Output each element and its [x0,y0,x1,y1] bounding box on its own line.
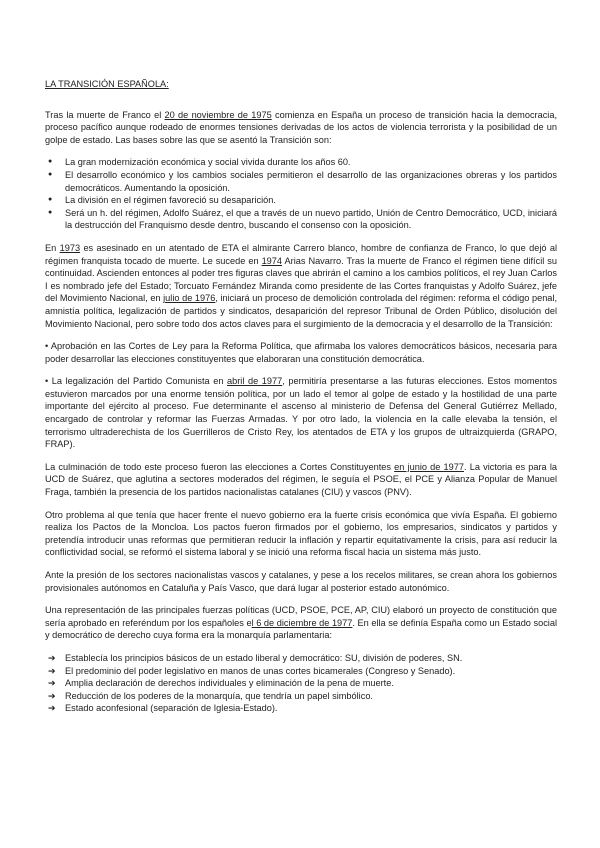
paragraph-reforma-politica: • Aprobación en las Cortes de Ley para la Reforma Política, que afirmaba los valores democráticos básicos, necesaria para poder desarrollar las elecciones constituyentes que elaboraran una constitución democrática. [45,341,557,364]
paragraph-1973: En 1973 es asesinado en un atentado de ETA el almirante Carrero blanco, hombre de confianza de Franco, lo que dejó al régimen franquista tocado de muerte. Le sucede en 1974 Arias Navarro. Tras la muerte de Franco el régimen tiene difícil su continuidad. Ascienden entonces al poder tres figuras claves que abrirán el camino a los cambios políticos, el rey Juan Carlos I es nombrado jefe del Estado; Torcuato Fernández Miranda como presidente de las Cortes franquistas y Adolfo Suárez, jefe del Movimiento Nacional, en julio de 1976, iniciará un proceso de demolición controlada del régimen: reforma el código penal, amnistía política, legalización de partidos y sindicatos, desaparición del represor Tribunal de Orden Público, disolución del Movimiento Nacional, pero sobre todo dos actos claves para el surgimiento de la democracia y el desarrollo de la Transición: [45,242,558,329]
paragraph-moncloa: Otro problema al que tenía que hacer frente el nuevo gobierno era la fuerte crisis económica que vivía España. El gobierno realiza los Pactos de la Moncloa. Los pactos fueron firmados por el gobierno, los empresarios, sindicatos y partidos y pretendía introducir unas reformas que permitieran reducir la inflación y repartir equitativamente la crisis, para así reducir la conflictividad social, se reformó el sistema laboral y se inició una reforma fiscal hacia un sistema más justo. [45,509,557,558]
list-item: ➔ Estado aconfesional (separación de Iglesia-Estado). [45,702,557,715]
list-item: ➔ Establecía los principios básicos de un estado liberal y democrático: SU, división de poderes, SN. [45,652,557,665]
bases-list [45,156,557,232]
intro-paragraph: Tras la muerte de Franco el 20 de noviembre de 1975 comienza en España un proceso de transición hacia la democracia, proceso pacífico aunque rodeado de enormes tensiones derivadas de los actos de violencia terrorista y la posibilidad de un golpe de estado. Las bases sobre las que se asentó la Transición son: [45,109,557,145]
constitution-list [45,652,557,715]
list-item: ● Será un h. del régimen, Adolfo Suárez, el que a través de un nuevo partido, Unión de Centro Democrático, UCD, iniciará la destrucción del Franquismo desde dentro, buscando el consenso con la oposición. [45,207,557,232]
list-item: ➔ Amplia declaración de derechos individuales y eliminación de la pena de muerte. [45,677,557,690]
paragraph-autonomias: Ante la presión de los sectores nacionalistas vascos y catalanes, y pese a los recelos militares, se crean ahora los gobiernos provisionales autónomos en Cataluña y País Vasco, que dará lugar al posterior estado autonómico. [45,570,557,593]
list-item: ● La gran modernización económica y social vivida durante los años 60. [45,156,557,169]
page-title: LA TRANSICIÓN ESPAÑOLA: [45,79,169,89]
list-item: ● El desarrollo económico y los cambios sociales permitieron el desarrollo de las organizaciones obreras y los partidos democráticos. Aumentando la oposición. [45,169,557,194]
date-link: 20 de noviembre de 1975 [164,109,272,120]
paragraph-constitucion: Una representación de las principales fuerzas políticas (UCD, PSOE, PCE, AP, CIU) elaboró un proyecto de constitución que sería aprobado en referéndum por los españoles el 6 de diciembre de 1977. En ella se definía España como un Estado social y democrático de derecho cuya forma era la monarquía parlamentaria: [45,605,557,641]
paragraph-elecciones: La culminación de todo este proceso fueron las elecciones a Cortes Constituyentes en junio de 1977. La victoria es para la UCD de Suárez, que aglutina a sectores moderados del régimen, le seguía el PSOE, el PCE y Alianza Popular de Manuel Fraga, también la presencia de los partidos nacionalistas catalanes (CIU) y vascos (PNV). [45,461,557,498]
list-item: ➔ Reducción de los poderes de la monarquía, que tendría un papel simbólico. [45,690,557,703]
list-item: ● La división en el régimen favoreció su desaparición. [45,194,557,207]
list-item: ➔ El predominio del poder legislativo en manos de unas cortes bicamerales (Congreso y Senado). [45,665,557,678]
paragraph-partido-comunista: • La legalización del Partido Comunista en abril de 1977, permitiría presentarse a las futuras elecciones. Estos momentos estuvieron marcados por una enorme tensión política, por un lado el temor al golpe de estado y la hostilidad de una parte importante del ejército al proceso. Fue determinante el ascenso al ministerio de Defensa del General Gutiérrez Mellado, encargado de controlar y reformar las Fuerzas Armadas. Y por otro lado, la violencia en la calle elevaba la tensión, el terrorismo ultraderechista de los Guerrilleros de Cristo Rey, los atentados de ETA y los grupos de ultraizquierda (GRAPO, FRAP). [45,376,558,450]
